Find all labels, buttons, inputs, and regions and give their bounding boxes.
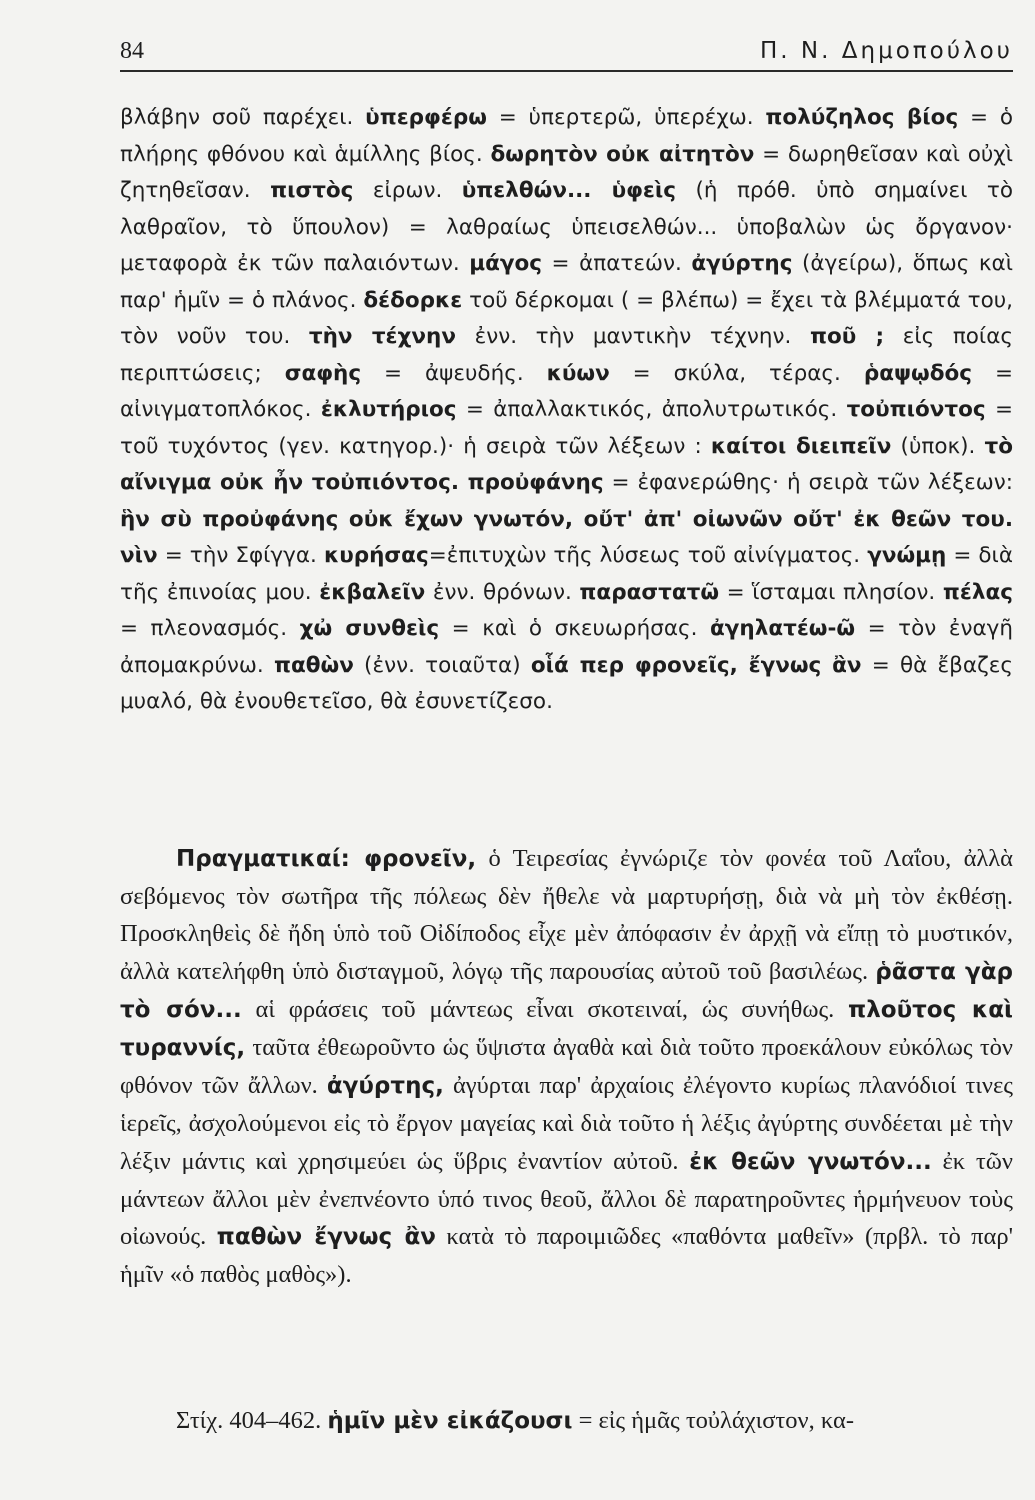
- headword: κυρήσας: [323, 543, 429, 568]
- headword: παραστατῶ: [579, 579, 720, 605]
- page-header: [120, 30, 1013, 72]
- lexical-notes: [120, 100, 1013, 721]
- headword: πέλας: [942, 579, 1013, 605]
- notes-paragraph: [120, 100, 1013, 721]
- headword: ἣν σὺ προὐφάνης οὐκ ἔχων γνωτόν, οὔτ' ἀπ' οἰωνῶν οὔτ' ἐκ θεῶν του. νὶν: [120, 506, 1013, 568]
- gloss-text: ἐκ τῶν μάντεων ἄλλοι μὲν ἐνεπνέοντο ὑπό τινος θεοῦ, ἄλλοι δὲ παρατηροῦντες ἡρμήνευον τοὺς οἰωνούς.: [120, 1147, 1013, 1251]
- gloss-text: ἐνν. τὴν μαντικὴν τέχνην.: [456, 324, 810, 349]
- gloss-text: βλάβην σοῦ παρέχει.: [120, 105, 366, 130]
- gloss-text: = τοῦ τυχόντος (γεν. κατηγορ.)· ἡ σειρὰ τῶν λέξεων :: [120, 397, 1013, 459]
- gloss-text: = πλεονασμός.: [120, 616, 300, 641]
- headword: πιστὸς: [270, 178, 354, 203]
- gloss-text: = τὴν Σφίγγα.: [157, 543, 324, 568]
- gloss-text: = τὸν ἐναγῆ ἀπομακρύνω.: [120, 616, 1013, 678]
- headword: τὸ αἴνιγμα οὐκ ἦν τοὐπιόντος. προὐφάνης: [120, 433, 1013, 495]
- headword: μάγος: [469, 251, 543, 276]
- gloss-text: = θὰ ἔβαζες μυαλό, θὰ ἐνουθετεῖσο, θὰ ἐσυνετίζεσο.: [120, 652, 1014, 714]
- gloss-text: ὁ Τειρεσίας ἐγνώριζε τὸν φονέα τοῦ Λαΐου, ἀλλὰ σεβόμενος τὸν σωτῆρα τῆς πόλεως δὲν ἤθελε νὰ μαρτυρήσῃ, διὰ νὰ μὴ τὸν ἐκθέσῃ. Προσκληθεὶς δὲ ἤδη ὑπὸ τοῦ Οἰδίποδος εἶχε μὲν ἀπόφασιν ἐν ἀρχῇ νὰ εἴπῃ τὸ μυστικόν, ἀλλὰ κατελήφθη ὑπὸ δισταγμοῦ, λόγῳ τῆς παρουσίας αὐτοῦ τοῦ βασιλέως.: [120, 845, 1014, 985]
- gloss-text: ἀγύρται παρ' ἀρχαίοις ἐλέγοντο κυρίως πλανόδιοί τινες ἱερεῖς, ἀσχολούμενοι εἰς τὸ ἔργον μαγείας καὶ διὰ τοῦτο ἡ λέξις ἀγύρτης συνδέεται μὲ τὴν λέξιν μάντις καὶ χρησιμεύει ὡς ὕβρις ἐναντίον αὐτοῦ.: [120, 1072, 1013, 1175]
- gloss-text: ἐνν. θρόνων.: [425, 579, 580, 605]
- headword: ἐκλυτήριος: [320, 397, 457, 422]
- gloss-text: = ὑπερτερῶ, ὑπερέχω.: [486, 105, 766, 130]
- headword: ὑπελθών... ὑφεὶς: [461, 178, 677, 203]
- gloss-text: (ἀγείρω), ὅπως καὶ παρ' ἡμῖν = ὁ πλάνος.: [120, 251, 1013, 313]
- gloss-text: = διὰ τῆς ἐπινοίας μου.: [120, 543, 1013, 605]
- gloss-text: = καὶ ὁ σκευωρήσας.: [439, 616, 710, 641]
- gloss-text: = δωρηθεῖσαν καὶ οὐχὶ ζητηθεῖσαν.: [120, 141, 1013, 203]
- gloss-text: εἰρων.: [353, 178, 462, 203]
- headword: Πραγματικαί: φρονεῖν,: [176, 846, 477, 872]
- gloss-text: (ἐνν. τοιαῦτα): [353, 652, 531, 678]
- headword: ποῦ ;: [809, 324, 885, 349]
- gloss-text: = ὁ πλήρης φθόνου καὶ ἁμίλλης βίος.: [120, 105, 1013, 167]
- headword: ῥαψῳδός: [863, 360, 973, 386]
- headword: πλοῦτος καὶ τυραννίς,: [120, 996, 1013, 1062]
- headword: δέδορκε: [363, 287, 463, 313]
- headword: ῥᾶστα γὰρ τὸ σόν...: [120, 958, 1013, 1023]
- gloss-text: εἰς ποίας περιπτώσεις;: [120, 324, 1013, 386]
- headword: ὑπερφέρω: [365, 105, 487, 130]
- commentary-paragraph: [120, 840, 1013, 1293]
- gloss-text: = ἵσταμαι πλησίον.: [719, 579, 943, 605]
- verse-paragraph: [120, 1402, 1013, 1440]
- headword: χὠ συνθεὶς: [299, 616, 440, 641]
- verse-section: [120, 1402, 1013, 1440]
- headword: ἀγηλατέω-ῶ: [710, 616, 856, 641]
- headword: παθὼν: [273, 652, 354, 678]
- gloss-text: Στίχ. 404–462.: [176, 1407, 328, 1434]
- headword: σαφὴς: [284, 360, 362, 386]
- gloss-text: = εἰς ἡμᾶς τοὐλάχιστον, κα-: [572, 1407, 854, 1434]
- headword: ἡμῖν μὲν εἰκάζουσι: [327, 1408, 573, 1434]
- headword: καίτοι διειπεῖν: [710, 433, 892, 459]
- headword: δωρητὸν οὐκ αἰτητὸν: [490, 141, 755, 167]
- headword: ἐκβαλεῖν: [319, 579, 426, 605]
- headword: τὴν τέχνην: [308, 324, 456, 349]
- headword: πολύζηλος βίος: [765, 105, 959, 130]
- gloss-text: = αἰνιγματοπλόκος.: [120, 360, 1014, 422]
- headword: ἐκ θεῶν γνωτόν...: [689, 1148, 932, 1175]
- gloss-text: (ὑποκ).: [891, 433, 985, 459]
- gloss-text: ταῦτα ἐθεωροῦντο ὡς ὕψιστα ἀγαθὰ καὶ διὰ τοῦτο προεκάλουν εὐκόλως τὸν φθόνον τῶν ἄλλων.: [120, 1034, 1013, 1100]
- gloss-text: (ἡ πρόθ. ὑπὸ σημαίνει τὸ λαθραῖον, τὸ ὕπουλον) = λαθραίως ὑπεισελθών... ὑποβαλὼν ὡς ὄργανον· μεταφορὰ ἐκ τῶν παλαιόντων.: [120, 178, 1014, 276]
- headword: ἀγύρτης,: [326, 1073, 444, 1100]
- gloss-text: = ἀπατεών.: [542, 251, 692, 276]
- headword: κύων: [546, 360, 610, 386]
- gloss-text: κατὰ τὸ παροιμιῶδες «παθόντα μαθεῖν» (πρβλ. τὸ παρ' ἡμῖν «ὁ παθὸς μαθὸς»).: [120, 1223, 1013, 1289]
- gloss-text: =ἐπιτυχὼν τῆς λύσεως τοῦ αἰνίγματος.: [428, 543, 868, 568]
- gloss-text: αἱ φράσεις τοῦ μάντεως εἶναι σκοτειναί, ὡς συνήθως.: [241, 995, 849, 1023]
- headword: οἷά περ φρονεῖς, ἔγνως ἂν: [530, 652, 862, 678]
- gloss-text: = ἀπαλλακτικός, ἀπολυτρωτικός.: [456, 397, 847, 422]
- headword: γνώμῃ: [867, 543, 947, 568]
- gloss-text: τοῦ δέρκομαι ( = βλέπω) = ἔχει τὰ βλέμματά του, τὸν νοῦν του.: [120, 287, 1013, 349]
- headword: ἀγύρτης: [691, 251, 793, 276]
- running-head: Π. Ν. Δημοπούλου: [760, 38, 1013, 64]
- page-number: 84: [120, 38, 144, 64]
- gloss-text: = σκύλα, τέρας.: [609, 360, 864, 386]
- gloss-text: = ἐφανερώθης· ἡ σειρὰ τῶν λέξεων:: [603, 470, 1014, 495]
- gloss-text: = ἀψευδής.: [361, 360, 547, 386]
- commentary-section: [120, 840, 1013, 1293]
- headword: παθὼν ἔγνως ἂν: [216, 1224, 436, 1251]
- headword: τοὐπιόντος: [846, 397, 986, 422]
